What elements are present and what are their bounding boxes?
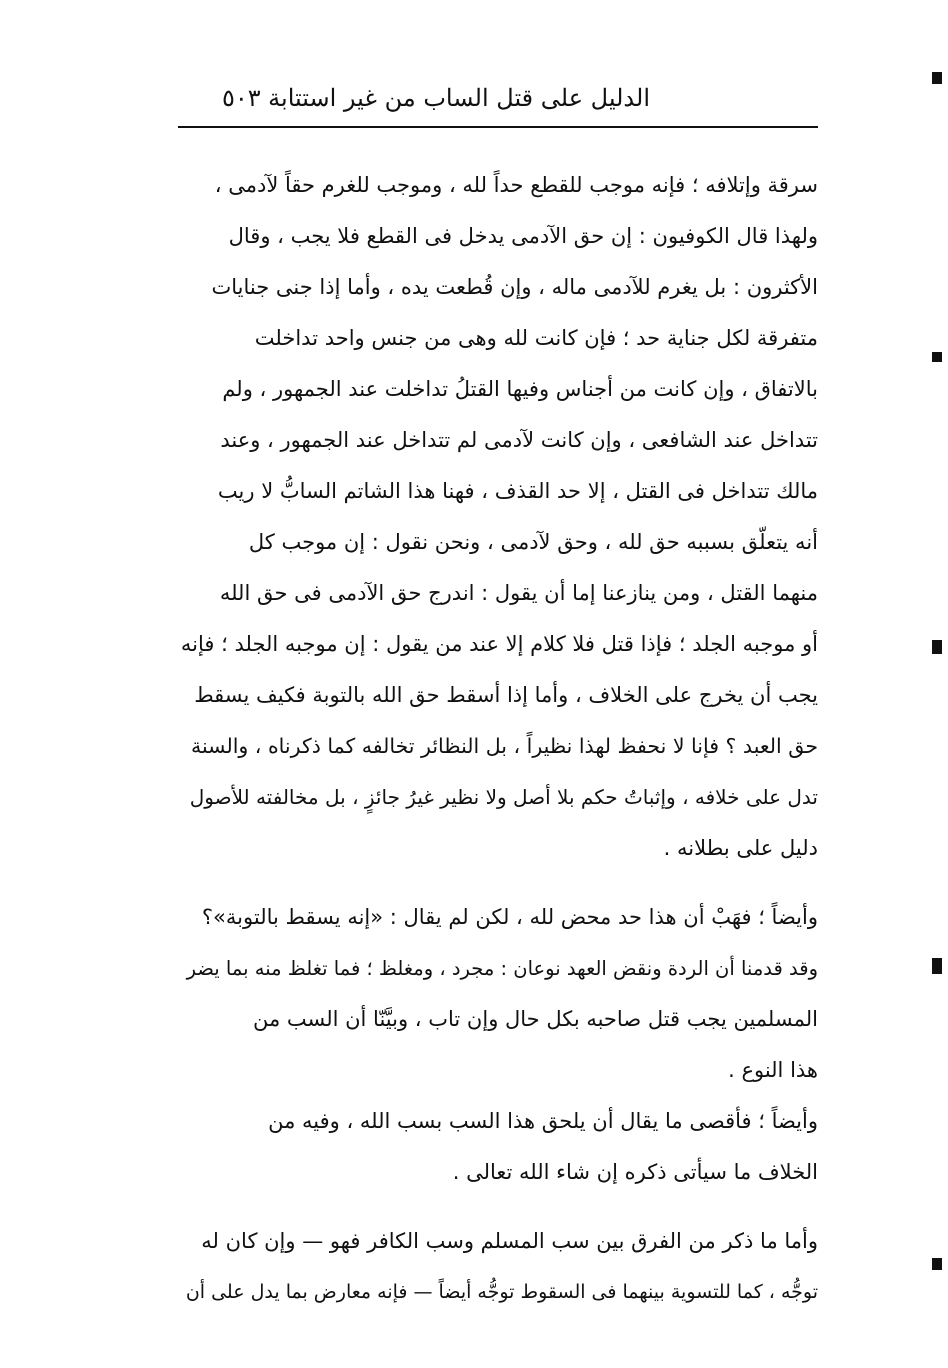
text-line: ولهذا قال الكوفيون : إن حق الآدمى يدخل فى القطع فلا يجب ، وقال <box>228 224 818 248</box>
page-number: ٥٠٣ <box>222 84 261 112</box>
text-line: دليل على بطلانه . <box>663 836 818 860</box>
scan-edge-mark <box>932 958 942 974</box>
paragraph-spacer <box>178 1198 818 1216</box>
paragraph-2 <box>178 892 818 1096</box>
text-line: المسلمين يجب قتل صاحبه بكل حال وإن تاب ، وبيَّنّا أن السب من <box>252 1007 818 1031</box>
text-line: أو موجبه الجلد ؛ فإذا قتل فلا كلام إلا عند من يقول : إن موجبه الجلد ؛ فإنه <box>180 632 818 656</box>
paragraph-4 <box>178 1216 818 1318</box>
text-line: وأيضاً ؛ فأقصى ما يقال أن يلحق هذا السب بسب الله ، وفيه من <box>268 1109 818 1133</box>
text-line: مالك تتداخل فى القتل ، إلا حد القذف ، فهنا هذا الشاتم السابُّ لا ريب <box>217 479 818 503</box>
running-header <box>178 78 818 126</box>
scan-edge-mark <box>932 1258 942 1270</box>
text-line: سرقة وإتلافه ؛ فإنه موجب للقطع حداً لله ، وموجب للغرم حقاً لآدمى ، <box>214 173 818 197</box>
text-line: يجب أن يخرج على الخلاف ، وأما إذا أسقط حق الله بالتوبة فكيف يسقط <box>194 683 818 707</box>
paragraph-spacer <box>178 874 818 892</box>
scan-edge-mark <box>932 352 942 362</box>
header-title: الدليل على قتل الساب من غير استتابة <box>268 84 650 112</box>
scan-edge-mark <box>932 72 942 84</box>
text-line: تتداخل عند الشافعى ، وإن كانت لآدمى لم تتداخل عند الجمهور ، وعند <box>220 428 818 452</box>
text-line: الأكثرون : بل يغرم للآدمى ماله ، وإن قُطعت يده ، وأما إذا جنى جنايات <box>211 275 818 299</box>
text-line: متفرقة لكل جناية حد ؛ فإن كانت لله وهى من جنس واحد تداخلت <box>254 326 818 350</box>
paragraph-1 <box>178 160 818 874</box>
body-text <box>178 160 818 1318</box>
text-line: حق العبد ؟ فإنا لا نحفظ لهذا نظيراً ، بل النظائر تخالفه كما ذكرناه ، والسنة <box>190 734 818 758</box>
header-rule <box>178 126 818 128</box>
text-line: وأما ما ذكر من الفرق بين سب المسلم وسب الكافر فهو — وإن كان له <box>201 1229 818 1253</box>
text-line: الخلاف ما سيأتى ذكره إن شاء الله تعالى . <box>452 1160 818 1184</box>
text-line: توجُّه ، كما للتسوية بينهما فى السقوط توجُّه أيضاً — فإنه معارض بما يدل على أن <box>185 1281 818 1303</box>
text-line: تدل على خلافه ، وإثباتُ حكم بلا أصل ولا نظير غيرُ جائزٍ ، بل مخالفته للأصول <box>189 785 818 809</box>
text-line: أنه يتعلّق بسببه حق لله ، وحق لآدمى ، ونحن نقول : إن موجب كل <box>248 530 818 554</box>
text-line: وقد قدمنا أن الردة ونقض العهد نوعان : مجرد ، ومغلظ ؛ فما تغلظ منه بما يضر <box>186 957 818 980</box>
paragraph-3 <box>178 1096 818 1198</box>
text-line: وأيضاً ؛ فهَبْ أن هذا حد محض لله ، لكن لم يقال : «إنه يسقط بالتوبة»؟ <box>201 905 818 929</box>
text-line: هذا النوع . <box>728 1058 818 1082</box>
text-line: منهما القتل ، ومن ينازعنا إما أن يقول : اندرج حق الآدمى فى حق الله <box>219 581 818 605</box>
text-line: بالاتفاق ، وإن كانت من أجناس وفيها القتلُ تداخلت عند الجمهور ، ولم <box>222 377 818 401</box>
scan-edge-mark <box>932 640 942 654</box>
